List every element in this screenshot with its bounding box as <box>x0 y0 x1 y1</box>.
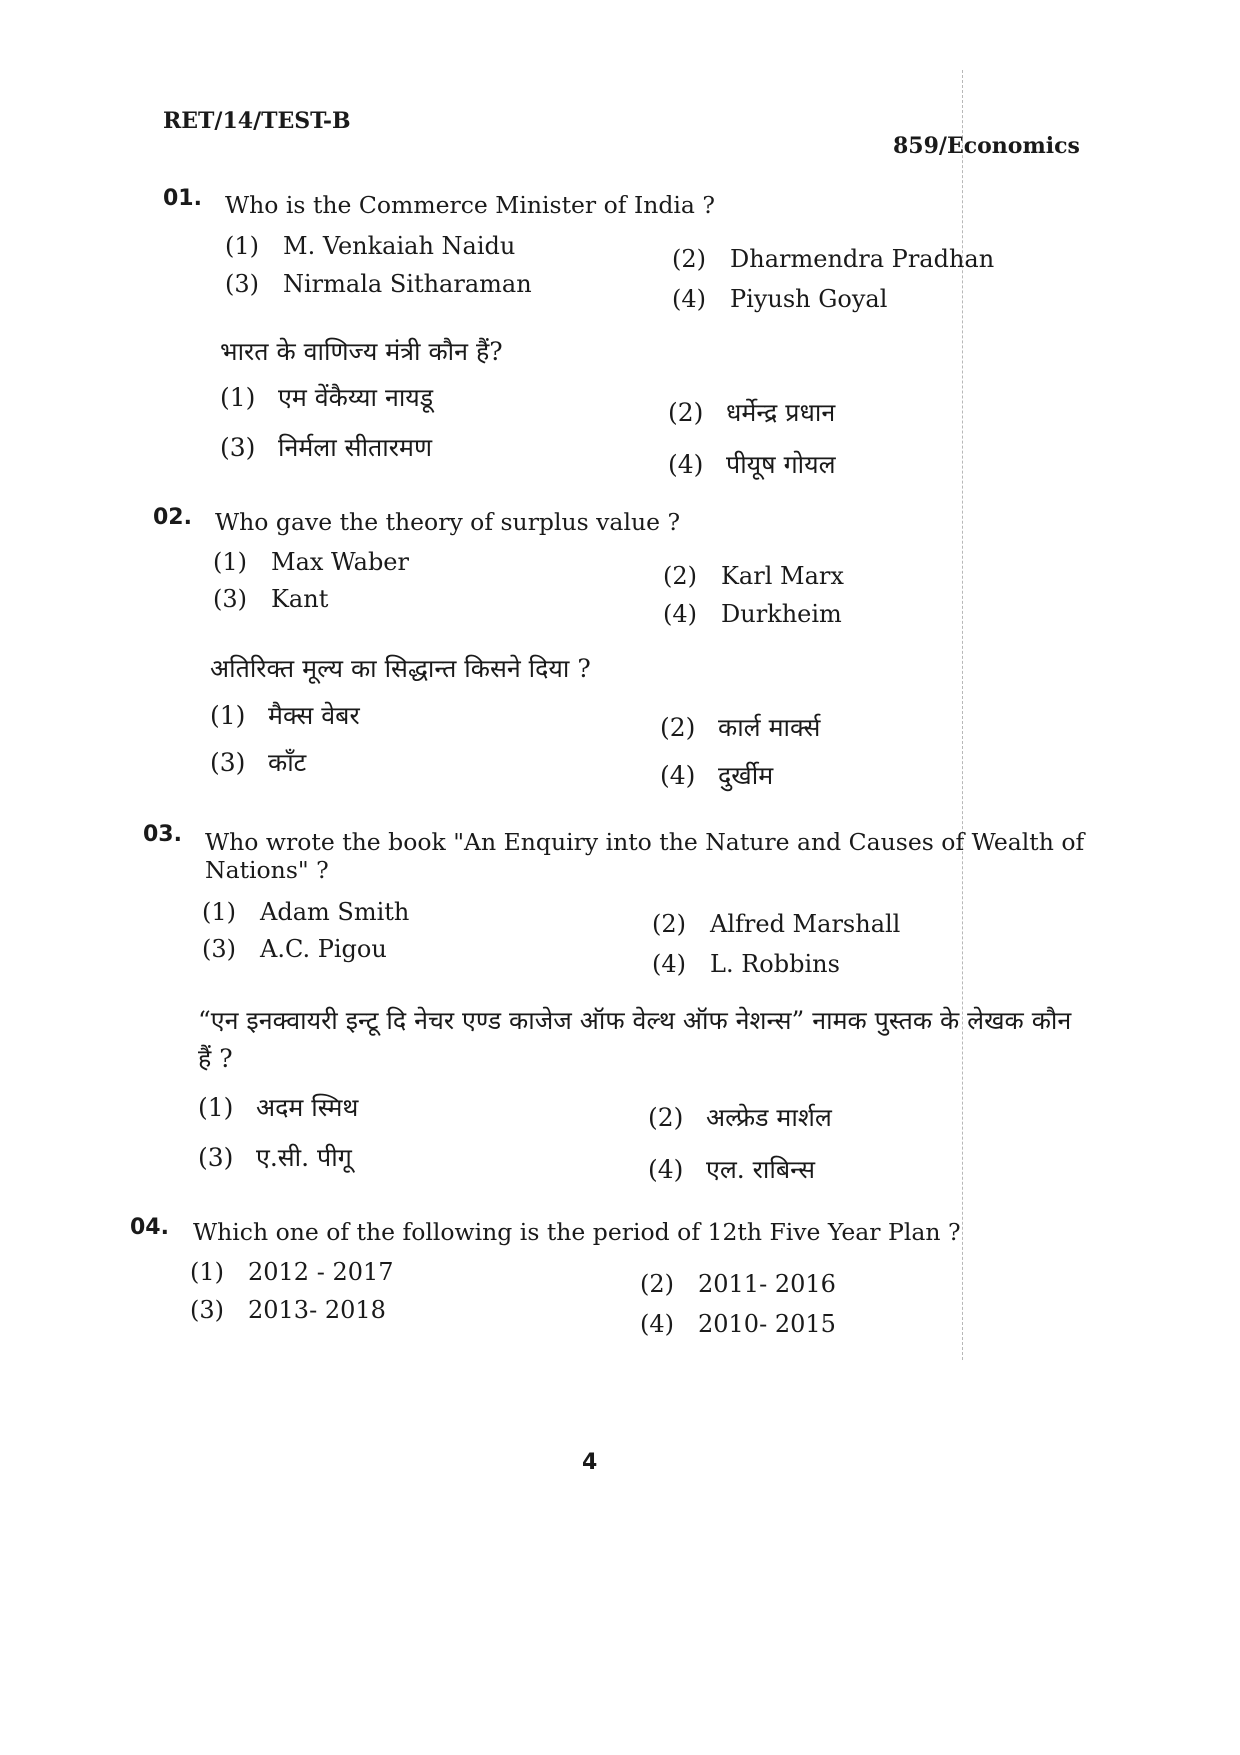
option-hi-2: (2) कार्ल मार्क्स <box>660 713 821 742</box>
question-text-en: Which one of the following is the period of 12th Five Year Plan ? <box>193 1218 961 1246</box>
option-en-1: (1) M. Venkaiah Naidu <box>225 232 516 260</box>
option-hi-1: (1) मैक्स वेबर <box>210 701 360 730</box>
option-en-1: (1) Max Waber <box>213 548 409 576</box>
question-number: 03. <box>143 822 182 847</box>
option-en-2: (2) Karl Marx <box>663 562 844 590</box>
option-hi-1: (1) एम वेंकैय्या नायडू <box>220 383 434 412</box>
question-text-hi: अतिरिक्त मूल्य का सिद्धान्त किसने दिया ? <box>210 654 591 683</box>
option-hi-3: (3) ए.सी. पीगू <box>198 1143 352 1172</box>
question-number: 04. <box>130 1215 169 1240</box>
question-text-en: Who wrote the book "An Enquiry into the Nature and Causes of Wealth of Nations" ? <box>205 828 1085 884</box>
option-hi-1: (1) अदम स्मिथ <box>198 1093 359 1122</box>
option-en-1: (1) 2012 - 2017 <box>190 1258 394 1286</box>
option-en-2: (2) 2011- 2016 <box>640 1270 836 1298</box>
option-en-1: (1) Adam Smith <box>202 898 410 926</box>
option-hi-2: (2) धर्मेन्द्र प्रधान <box>668 398 836 427</box>
option-hi-4: (4) दुर्खीम <box>660 761 774 790</box>
question-text-hi: “एन इनक्वायरी इन्टू दि नेचर एण्ड काजेज ऑफ वेल्थ ऑफ नेशन्स” नामक पुस्तक के लेखक कौन हैं ? <box>198 1006 1072 1073</box>
option-en-4: (4) 2010- 2015 <box>640 1310 836 1338</box>
question-text-en: Who gave the theory of surplus value ? <box>215 508 681 536</box>
question-number: 01. <box>163 186 202 211</box>
option-en-3: (3) 2013- 2018 <box>190 1296 386 1324</box>
option-hi-3: (3) कॉंट <box>210 748 307 777</box>
option-en-3: (3) A.C. Pigou <box>202 935 387 963</box>
option-en-4: (4) Durkheim <box>663 600 842 628</box>
option-hi-3: (3) निर्मला सीतारमण <box>220 433 433 462</box>
option-hi-2: (2) अल्फ्रेड मार्शल <box>648 1103 832 1132</box>
option-hi-4: (4) पीयूष गोयल <box>668 450 836 479</box>
page-number: 4 <box>582 1450 598 1475</box>
option-en-4: (4) Piyush Goyal <box>672 285 888 313</box>
question-number: 02. <box>153 505 192 530</box>
option-en-2: (2) Alfred Marshall <box>652 910 901 938</box>
option-hi-4: (4) एल. राबिन्स <box>648 1155 816 1184</box>
option-en-3: (3) Kant <box>213 585 329 613</box>
test-code-header: RET/14/TEST-B <box>163 108 351 134</box>
option-en-2: (2) Dharmendra Pradhan <box>672 245 995 273</box>
question-text-en: Who is the Commerce Minister of India ? <box>225 191 716 219</box>
option-en-4: (4) L. Robbins <box>652 950 840 978</box>
question-text-hi: भारत के वाणिज्य मंत्री कौन हैं? <box>220 337 503 366</box>
subject-header: 859/Economics <box>893 133 1080 159</box>
option-en-3: (3) Nirmala Sitharaman <box>225 270 532 298</box>
